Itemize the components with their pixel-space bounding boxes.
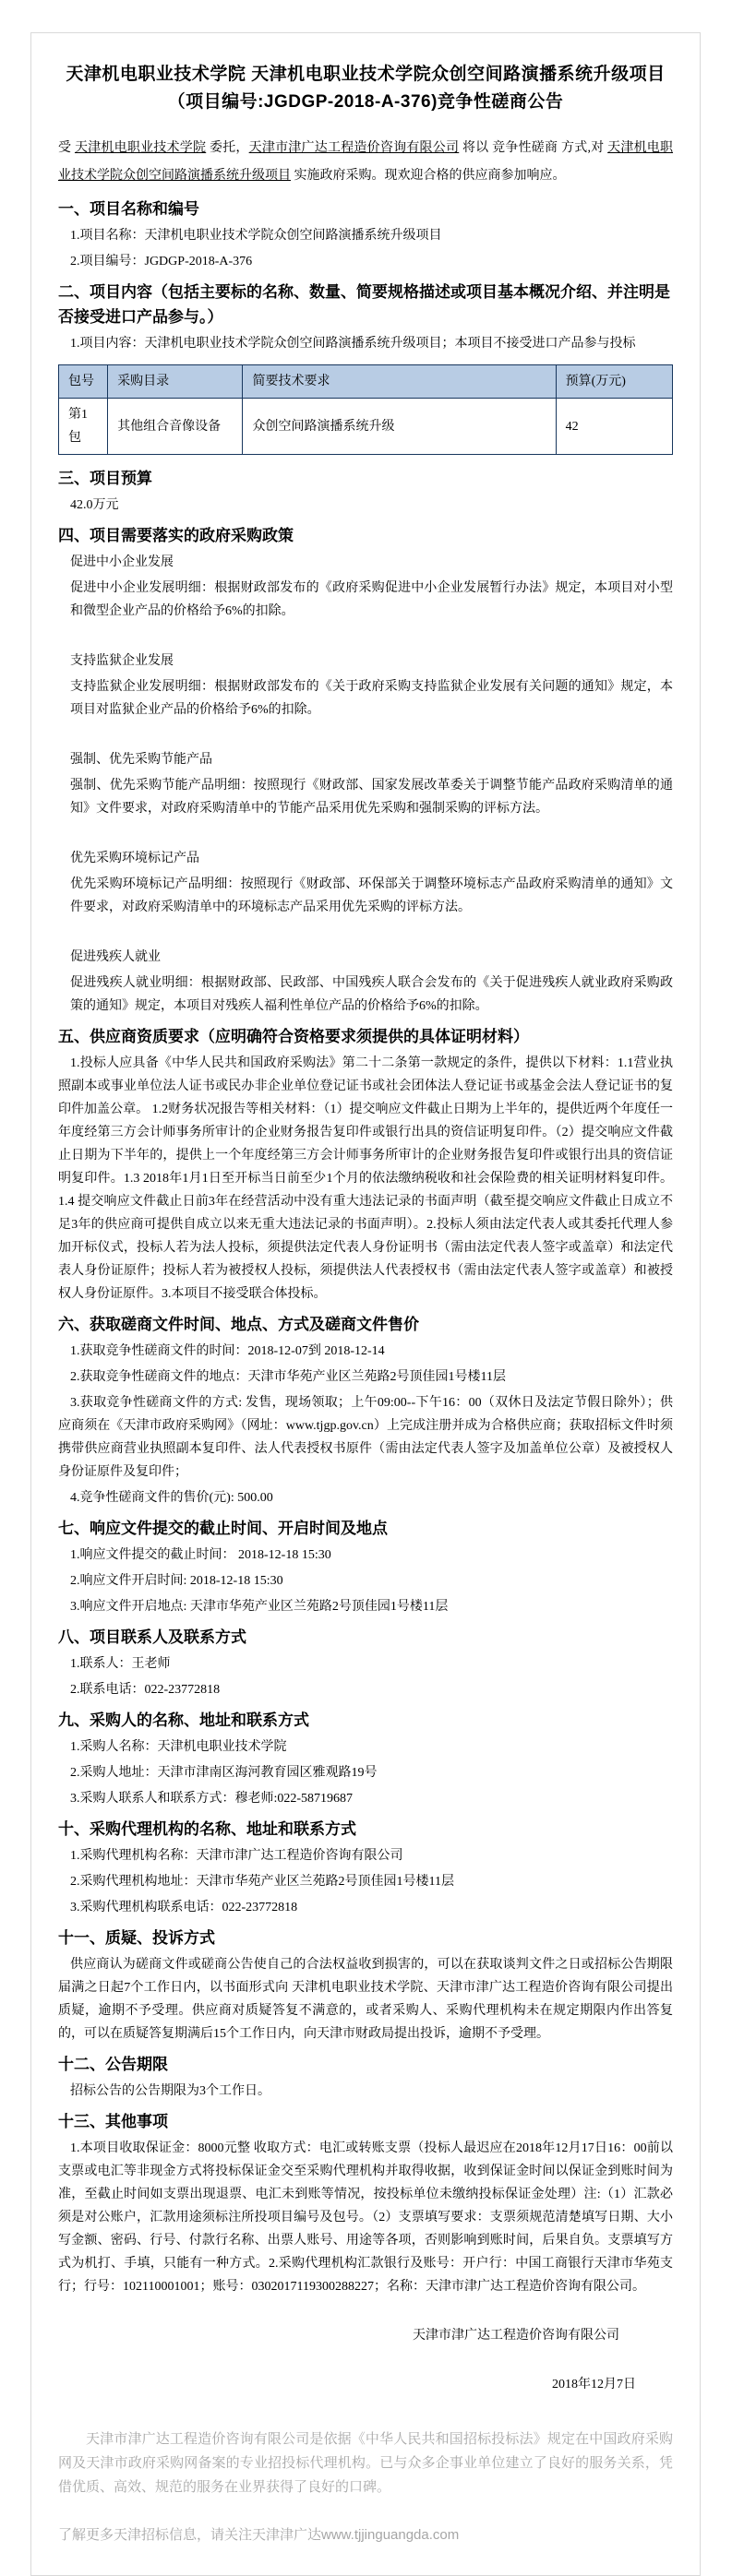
- section-item: 促进中小企业发展: [70, 555, 174, 569]
- underlined-entity: 天津市津广达工程造价咨询有限公司: [248, 141, 460, 155]
- table-header-cell: 采购目录: [108, 365, 243, 399]
- section-9: [58, 1708, 673, 1810]
- section-item: 1.采购代理机构名称：天津市津广达工程造价咨询有限公司: [70, 1849, 403, 1863]
- section-item: 1.本项目收取保证金：8000元整 收取方式：电汇或转账支票（投标人最迟应在2018年12月17日16：00前以支票或电汇等非现金方式将投标保证金交至采购代理机构并取得收据，收到保证金时间以保证金到账时间为准，至截止时间如支票出现退票、电汇未到账等情况，按投标单位未缴纳投标保证金处理）注:（1）汇款必须是对公账户，汇款用途须标注所投项目编号及包号。（2）支票填写要求：支票须规范清楚填写日期、大小写金额、密码、行号、付款行名称、出票人账号、用途等各项，否则影响到账时间，后果自负。支票填写方式为机打、手填，只能有一种方式。2.采购代理机构汇款银行及账号：开户行：中国工商银行天津市华苑支行；行号：102110001001；账号：0302017119300288227；名称：天津市津广达工程造价咨询有限公司。: [58, 2141, 673, 2294]
- section-1: [58, 197, 673, 273]
- section-3: [58, 466, 673, 517]
- section-item: 1.项目名称：天津机电职业技术学院众创空间路演播系统升级项目: [70, 229, 442, 243]
- section-heading: 七、响应文件提交的截止时间、开启时间及地点: [58, 1520, 388, 1537]
- announcement-page: [30, 32, 701, 2576]
- section-item: 3.获取竞争性磋商文件的方式: 发售，现场领取；上午09:00--下午16：00（双休日及法定节假日除外）；供应商须在《天津市政府采购网》（网址：www.tjgp.gov.cn）上完成注册并成为合格供应商；获取招标文件时须携带供应商营业执照副本复印件、法人代表授权书原件（需由法定代表人签字及加盖单位公章）及被授权人身份证原件及复印件；: [58, 1396, 673, 1479]
- table-cell: 42: [556, 399, 672, 455]
- section-item: 2.采购代理机构地址：天津市华苑产业区兰苑路2号顶佳园1号楼11层: [70, 1875, 454, 1889]
- section-10: [58, 1817, 673, 1919]
- section-item: 3.采购代理机构联系电话：022-23772818: [70, 1901, 298, 1914]
- section-heading: 十二、公告期限: [58, 2056, 168, 2073]
- section-4: [58, 523, 673, 1018]
- section-item: 2.联系电话：022-23772818: [70, 1683, 221, 1697]
- section-item: 供应商认为磋商文件或磋商公告使自己的合法权益收到损害的，可以在获取谈判文件之日或招标公告期限届满之日起7个工作日内，以书面形式向 天津机电职业技术学院、天津市津广达工程造价咨询有限公司提出质疑，逾期不予受理。供应商对质疑答复不满意的，或者采购人、采购代理机构未在规定期限内作出答复的，可以在质疑答复期满后15个工作日内，向天津市财政局提出投诉，逾期不予受理。: [58, 1958, 673, 2041]
- section-11: [58, 1926, 673, 2045]
- section-item: 优先采购环境标记产品明细：按照现行《财政部、环保部关于调整环境标志产品政府采购清单的通知》文件要求，对政府采购清单中的环境标志产品采用优先采购的评标方法。: [70, 877, 673, 914]
- section-heading: 八、项目联系人及联系方式: [58, 1628, 246, 1646]
- table-cell: 其他组合音像设备: [108, 399, 243, 455]
- section-5: [58, 1024, 673, 1306]
- section-item: 4.竞争性磋商文件的售价(元): 500.00: [70, 1491, 273, 1505]
- section-item: 促进残疾人就业: [70, 950, 161, 964]
- page-title: 天津机电职业技术学院 天津机电职业技术学院众创空间路演播系统升级项目（项目编号:JGDGP-2018-A-376)竞争性磋商公告: [66, 65, 666, 112]
- table-row: [59, 399, 673, 455]
- section-item: 支持监狱企业发展: [70, 654, 174, 668]
- intro-run: 委托，: [206, 141, 249, 155]
- intro-run: 实施政府采购。现欢迎合格的供应商参加响应。: [291, 169, 566, 183]
- intro-run: 受: [58, 141, 75, 155]
- section-2: [58, 280, 673, 455]
- table-cell: 众创空间路演播系统升级: [243, 399, 556, 455]
- lots-table: [58, 364, 673, 455]
- underlined-entity: 天津机电职业技术学院: [74, 141, 207, 155]
- table-header-cell: 预算(万元): [556, 365, 672, 399]
- sections-container: [58, 197, 673, 2298]
- section-heading: 九、采购人的名称、地址和联系方式: [58, 1711, 309, 1729]
- section-6: [58, 1312, 673, 1509]
- spacer: [58, 823, 673, 844]
- section-heading: 十一、质疑、投诉方式: [58, 1929, 215, 1947]
- section-item: 促进残疾人就业明细：根据财政部、民政部、中国残疾人联合会发布的《关于促进残疾人就业政府采购政策的通知》规定，本项目对残疾人福利性单位产品的价格给予6%的扣除。: [70, 976, 673, 1013]
- footer-more-info-text: 了解更多天津招标信息，请关注天津津广达www.tjjinguangda.com: [58, 2527, 460, 2543]
- section-item: 1.响应文件提交的截止时间： 2018-12-18 15:30: [70, 1548, 331, 1562]
- section-item: 3.采购人联系人和联系方式：穆老师:022-58719687: [70, 1792, 354, 1806]
- section-item: 2.采购人地址：天津市津南区海河教育园区雅观路19号: [70, 1766, 378, 1780]
- section-item: 2.获取竞争性磋商文件的地点：天津市华苑产业区兰苑路2号顶佳园1号楼11层: [70, 1370, 506, 1384]
- underlined-entity: 天津机电职业技术学院众创空间路演播系统升级项目: [58, 141, 674, 183]
- spacer: [58, 626, 673, 647]
- section-heading: 十、采购代理机构的名称、地址和联系方式: [58, 1820, 356, 1838]
- section-item: 3.响应文件开启地点: 天津市华苑产业区兰苑路2号顶佳园1号楼11层: [70, 1600, 449, 1614]
- table-header-cell: 简要技术要求: [243, 365, 556, 399]
- table-cell: 第1包: [59, 399, 108, 455]
- section-heading: 一、项目名称和编号: [58, 200, 199, 218]
- spacer: [58, 724, 673, 745]
- section-heading: 五、供应商资质要求（应明确符合资格要求须提供的具体证明材料）: [58, 1028, 529, 1045]
- intro-paragraph: [58, 135, 673, 190]
- signature-block: [58, 2324, 673, 2396]
- section-item: 1.项目内容：天津机电职业技术学院众创空间路演播系统升级项目；本项目不接受进口产品参与投标: [70, 337, 636, 351]
- section-item: 1.联系人：王老师: [70, 1657, 171, 1671]
- section-8: [58, 1625, 673, 1701]
- section-item: 支持监狱企业发展明细：根据财政部发布的《关于政府采购支持监狱企业发展有关问题的通知》规定，本项目对监狱企业产品的价格给予6%的扣除。: [70, 680, 673, 717]
- section-heading: 二、项目内容（包括主要标的名称、数量、简要规格描述或项目基本概况介绍、并注明是否接受进口产品参与。）: [58, 283, 670, 326]
- section-item: 强制、优先采购节能产品明细：按照现行《财政部、国家发展改革委关于调整节能产品政府采购清单的通知》文件要求，对政府采购清单中的节能产品采用优先采购和强制采购的评标方法。: [70, 779, 673, 816]
- intro-run: 将以 竞争性磋商 方式,对: [459, 141, 608, 155]
- table-header-row: [59, 365, 673, 399]
- announcement-canvas: [0, 32, 732, 2576]
- section-item: 优先采购环境标记产品: [70, 852, 199, 865]
- section-item: 招标公告的公告期限为3个工作日。: [70, 2084, 270, 2098]
- table-header-cell: 包号: [59, 365, 108, 399]
- section-12: [58, 2052, 673, 2103]
- section-item: 42.0万元: [70, 498, 119, 512]
- section-item: 1.投标人应具备《中华人民共和国政府采购法》第二十二条第一款规定的条件，提供以下材料：1.1营业执照副本或事业单位法人证书或民办非企业单位登记证书或社会团体法人登记证书或基金会法人登记证书的复印件加盖公章。 1.2财务状况报告等相关材料：（1）提交响应文件截止日期为上半年的，提供近两个年度任一年度经第三方会计师事务所审计的企业财务报告复印件或银行出具的资信证明复印件。（2）提交响应文件截止日期为下半年的，提供上一个年度经第三方会计师事务所审计的企业财务报告复印件或银行出具的资信证明复印件。1.3 2018年1月1日至开标当日前至少1个月的依法缴纳税收和社会保险费的相关证明材料复印件。1.4 提交响应文件截止日前3年在经营活动中没有重大违法记录的书面声明（截至提交响应文件截止日成立不足3年的供应商可提供自成立以来无重大违法记录的书面声明）。2.投标人须由法定代表人或其委托代理人参加开标仪式，投标人若为法人投标，须提供法定代表人身份证明书（需由法定代表人签字或盖章）和法定代表人身份证原件；投标人若为被授权人投标，须提供法人代表授权书（需由法定代表人签字或盖章）和被授权人身份证原件。3.本项目不接受联合体投标。: [58, 1056, 673, 1301]
- section-7: [58, 1516, 673, 1618]
- spacer: [58, 922, 673, 943]
- section-item: 1.获取竞争性磋商文件的时间：2018-12-07到 2018-12-14: [70, 1344, 385, 1358]
- signature-date: 2018年12月7日: [552, 2378, 636, 2391]
- section-13: [58, 2109, 673, 2298]
- signature-company: 天津市津广达工程造价咨询有限公司: [413, 2329, 619, 2343]
- section-heading: 十三、其他事项: [58, 2113, 168, 2130]
- section-item: 2.响应文件开启时间: 2018-12-18 15:30: [70, 1574, 283, 1588]
- agency-footer: [58, 2427, 673, 2547]
- footer-about-text: 天津市津广达工程造价咨询有限公司是依据《中华人民共和国招标投标法》规定在中国政府采购网及天津市政府采购网备案的专业招投标代理机构。已与众多企事业单位建立了良好的服务关系，凭借优质、高效、规范的服务在业界获得了良好的口碑。: [58, 2431, 673, 2495]
- section-item: 促进中小企业发展明细：根据财政部发布的《政府采购促进中小企业发展暂行办法》规定，本项目对小型和微型企业产品的价格给予6%的扣除。: [70, 581, 673, 618]
- section-heading: 四、项目需要落实的政府采购政策: [58, 527, 294, 544]
- section-heading: 六、获取磋商文件时间、地点、方式及磋商文件售价: [58, 1316, 419, 1333]
- section-heading: 三、项目预算: [58, 470, 152, 487]
- section-item: 1.采购人名称：天津机电职业技术学院: [70, 1740, 287, 1754]
- section-item: 2.项目编号：JGDGP-2018-A-376: [70, 255, 253, 268]
- section-item: 强制、优先采购节能产品: [70, 753, 212, 767]
